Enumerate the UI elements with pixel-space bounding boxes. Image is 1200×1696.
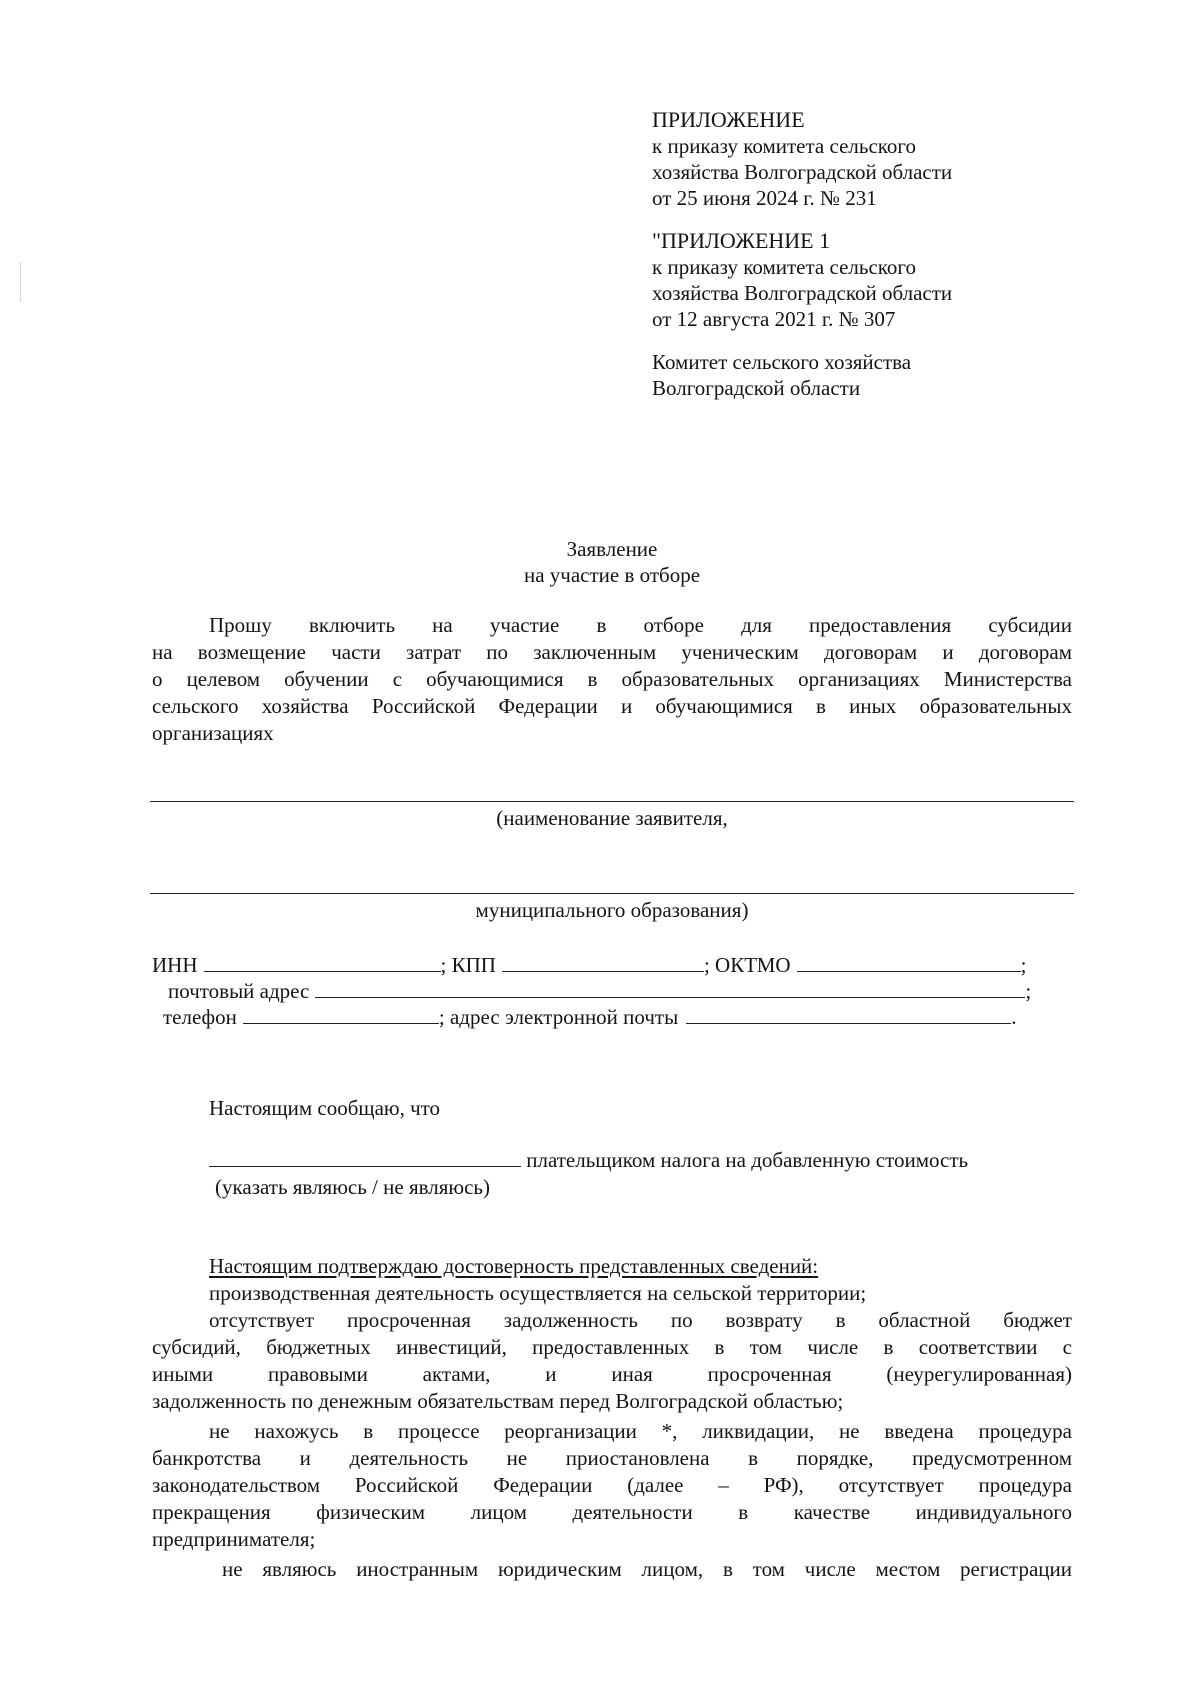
phone-label: телефон (163, 1005, 237, 1029)
confirm-item-2-line: отсутствует просроченная задолженность по возврату в областной бюджет (209, 1308, 1072, 1332)
confirm-item-3-line: банкротства и деятельность не приостановлена в порядке, предусмотренном (152, 1446, 1072, 1470)
confirm-item-1: производственная деятельность осуществляется на сельской территории; (209, 1281, 867, 1305)
document-title (150, 536, 1074, 588)
confirm-item-3-line: прекращения физическим лицом деятельности в качестве индивидуального (152, 1500, 1072, 1524)
confirm-item-2-line: субсидий, бюджетных инвестиций, предоставленных в том числе в соответствии с (152, 1335, 1072, 1359)
addressee-line: Комитет сельского хозяйства (652, 350, 912, 374)
applicant-name-field[interactable] (150, 801, 1074, 802)
appendix-line: от 25 июня 2024 г. № 231 (652, 186, 877, 210)
applicant-caption: (наименование заявителя, (496, 806, 728, 830)
addressee-line: Волгоградской области (652, 376, 861, 400)
row-end: ; (1020, 953, 1027, 977)
municipality-caption: муниципального образования) (475, 898, 749, 922)
vat-intro: Настоящим сообщаю, что (209, 1096, 441, 1120)
oktmo-field[interactable] (797, 953, 1021, 972)
inn-field[interactable] (204, 953, 441, 972)
email-field[interactable] (686, 1005, 1011, 1024)
vat-status-field[interactable] (209, 1148, 521, 1167)
row-end: ; (1025, 979, 1032, 1003)
inn-kpp-oktmo-row (152, 952, 1026, 979)
addressee (652, 349, 911, 401)
appendix-header (652, 107, 952, 211)
title-line: Заявление (566, 537, 658, 561)
kpp-field[interactable] (502, 953, 704, 972)
request-line-5: организациях (152, 721, 274, 745)
appendix-1-header (652, 228, 952, 332)
inn-label: ИНН (152, 953, 198, 977)
confirm-item-2-line: задолженность по денежным обязательствам перед Волгоградской областью; (152, 1389, 844, 1413)
kpp-label: ; КПП (440, 953, 496, 977)
appendix-line: к приказу комитета сельского (652, 134, 917, 158)
appendix-1-line: к приказу комитета сельского (652, 255, 917, 279)
confirm-item-3-line: не нахожусь в процессе реорганизации *, ликвидации, не введена процедура (209, 1419, 1072, 1443)
scan-artifact (20, 262, 21, 302)
confirm-item-4: не являюсь иностранным юридическим лицом, в том числе местом регистрации (222, 1557, 1072, 1581)
request-line-1: Прошу включить на участие в отборе для предоставления субсидии (209, 613, 1072, 637)
appendix-1-line: от 12 августа 2021 г. № 307 (652, 307, 896, 331)
vat-row (209, 1147, 968, 1174)
postal-label: почтовый адрес (168, 979, 310, 1003)
request-line-2: на возмещение части затрат по заключенным ученическим договорам и договорам (152, 640, 1072, 664)
oktmo-label: ; ОКТМО (703, 953, 791, 977)
phone-email-row (163, 1004, 1016, 1031)
confirm-item-3-line: законодательством Российской Федерации (далее – РФ), отсутствует процедура (152, 1473, 1072, 1497)
appendix-title: ПРИЛОЖЕНИЕ (652, 107, 805, 132)
postal-address-field[interactable] (315, 979, 1025, 998)
appendix-line: хозяйства Волгоградской области (652, 160, 953, 184)
request-line-4: сельского хозяйства Российской Федерации и обучающимися в иных образовательных (152, 694, 1072, 718)
phone-field[interactable] (243, 1005, 439, 1024)
title-line: на участие в отборе (523, 563, 701, 587)
municipality-field[interactable] (150, 893, 1074, 894)
vat-statement: плательщиком налога на добавленную стоимость (526, 1148, 969, 1172)
postal-address-row (168, 978, 1031, 1005)
confirm-item-3-line: предпринимателя; (152, 1527, 316, 1551)
email-label: ; адрес электронной почты (438, 1005, 679, 1029)
confirm-heading: Настоящим подтверждаю достоверность представленных сведений: (209, 1254, 819, 1278)
confirm-item-2-line: иными правовыми актами, и иная просроченная (неурегулированная) (152, 1362, 1072, 1386)
appendix-1-line: хозяйства Волгоградской области (652, 281, 953, 305)
row-end: . (1011, 1005, 1017, 1029)
appendix-1-title: "ПРИЛОЖЕНИЕ 1 (652, 228, 831, 253)
request-line-3: о целевом обучении с обучающимися в образовательных организациях Министерства (152, 667, 1072, 691)
vat-hint: (указать являюсь / не являюсь) (215, 1175, 490, 1199)
